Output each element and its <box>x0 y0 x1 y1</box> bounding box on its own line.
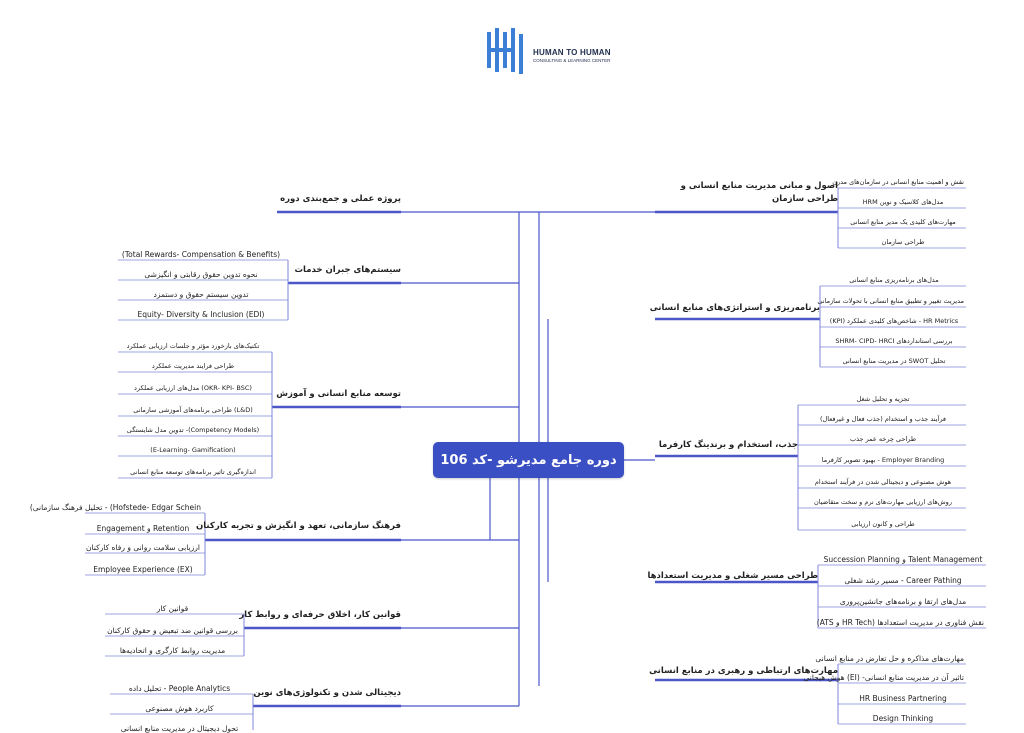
left-leaf-node[interactable]: Employee Experience (EX) <box>93 565 193 574</box>
right-leaf-node[interactable]: Employer Branding - بهبود تصویر کارفرما <box>821 456 945 464</box>
left-leaf-node[interactable]: طراحی فرایند مدیریت عملکرد <box>151 362 235 370</box>
right-leaf-node[interactable]: تحلیل SWOT در مدیریت منابع انسانی <box>842 357 946 365</box>
left-branch-node[interactable]: توسعه منابع انسانی و آموزش <box>276 389 401 399</box>
right-leaf-node[interactable]: HR Metrics - شاخص‌های کلیدی عملکرد (KPI) <box>829 317 959 325</box>
left-leaf-node[interactable]: بررسی قوانین ضد تبعیض و حقوق کارکنان <box>107 626 238 635</box>
left-leaf-node[interactable]: (E-Learning- Gamification) <box>150 446 236 454</box>
left-leaf-node[interactable]: (OKR- KPI- BSC) مدل‌های ارزیابی عملکرد <box>134 384 252 392</box>
right-leaf-node[interactable]: مدیریت تغییر و تطبیق منابع انسانی با تحولات سازمانی <box>817 297 964 305</box>
left-leaf-node[interactable]: تدوین سیستم حقوق و دستمزد <box>153 290 249 299</box>
left-branch-node[interactable]: قوانین کار، اخلاق حرفه‌ای و روابط کار <box>239 610 401 620</box>
right-leaf-node[interactable]: بررسی استانداردهای SHRM- CIPD- HRCI <box>835 337 953 345</box>
right-leaf-node[interactable]: Career Pathing - مسیر رشد شغلی <box>844 576 962 585</box>
left-branch-node[interactable]: سیستم‌های جبران خدمات <box>294 265 401 275</box>
left-leaf-node[interactable]: تحول دیجیتال در مدیریت منابع انسانی <box>120 724 239 733</box>
right-leaf-node[interactable]: تاثیر آن در مدیریت منابع انسانی- (EI) هوش هیجانی <box>803 673 964 682</box>
left-leaf-node[interactable]: (Total Rewards- Compensation & Benefits) <box>121 250 281 259</box>
right-leaf-node[interactable]: تجزیه و تحلیل شغل <box>856 395 910 403</box>
left-leaf-node[interactable]: ارزیابی سلامت روانی و رفاه کارکنان <box>86 543 200 552</box>
logo-subtitle: CONSULTING & LEARNING CENTER <box>533 58 611 63</box>
logo-title: HUMAN TO HUMAN <box>533 48 611 57</box>
root-node[interactable]: دوره جامع مدیرشو -کد 106 <box>433 442 624 478</box>
left-leaf-node[interactable]: تکنیک‌های بازخورد مؤثر و جلسات ارزیابی عملکرد <box>126 342 260 350</box>
left-leaf-node[interactable]: مدیریت روابط کارگری و اتحادیه‌ها <box>119 646 226 655</box>
right-leaf-node[interactable]: طراحی چرخه عمر جذب <box>849 435 917 443</box>
left-leaf-node[interactable]: Equity- Diversity & Inclusion (EDI) <box>137 310 265 319</box>
right-leaf-node[interactable]: فرآیند جذب و استخدام (جذب فعال و غیرفعال) <box>819 415 947 423</box>
right-leaf-node[interactable]: Design Thinking <box>872 714 934 723</box>
left-leaf-node[interactable]: اندازه‌گیری تاثیر برنامه‌های توسعه منابع انسانی <box>130 468 256 476</box>
right-leaf-node[interactable]: مدل‌های برنامه‌ریزی منابع انسانی <box>849 276 939 284</box>
right-leaf-node[interactable]: طراحی سازمان <box>881 238 925 246</box>
left-leaf-node[interactable]: (L&D) طراحی برنامه‌های آموزشی سازمانی <box>133 406 253 414</box>
left-leaf-node[interactable]: کاربرد هوش مصنوعی <box>145 704 214 713</box>
right-leaf-node[interactable]: مهارت‌های مذاکره و حل تعارض در منابع انسانی <box>815 654 964 663</box>
right-branch-node[interactable]: طراحی مسیر شغلی و مدیریت استعدادها <box>647 571 818 581</box>
left-branch-node[interactable]: پروژه عملی و جمع‌بندی دوره <box>280 194 401 204</box>
right-branch-node[interactable]: برنامه‌ریزی و استراتژی‌های منابع انسانی <box>649 303 820 313</box>
right-branch-node[interactable]: مهارت‌های ارتباطی و رهبری در منابع انسانی <box>649 666 838 676</box>
right-leaf-node[interactable]: HR Business Partnering <box>859 694 947 703</box>
right-branch-node[interactable]: اصول و مبانی مدیریت منابع انسانی و طراحی سازمان <box>680 181 838 204</box>
right-leaf-node[interactable]: مهارت‌های کلیدی یک مدیر منابع انسانی <box>850 218 956 226</box>
right-leaf-node[interactable]: روش‌های ارزیابی مهارت‌های نرم و سخت متقاضیان <box>814 498 952 506</box>
right-leaf-node[interactable]: نقش و اهمیت منابع انسانی در سازمان‌های مدرن <box>832 178 964 186</box>
left-leaf-node[interactable]: قوانین کار <box>156 604 189 613</box>
left-leaf-node[interactable]: Retention و Engagement <box>96 524 190 533</box>
right-branch-node[interactable]: جذب، استخدام و برندینگ کارفرما <box>658 440 798 450</box>
left-leaf-node[interactable]: People Analytics - تحلیل داده <box>128 684 231 693</box>
left-leaf-node[interactable]: نحوه تدوین حقوق رقابتی و انگیزشی <box>144 270 258 279</box>
left-leaf-node[interactable]: (Competency Models)- تدوین مدل شایستگی <box>126 426 260 434</box>
right-leaf-node[interactable]: نقش فناوری در مدیریت استعدادها (HR Tech و ATS) <box>816 618 984 627</box>
right-leaf-node[interactable]: Talent Management و Succession Planning <box>823 555 983 564</box>
left-leaf-node[interactable]: Hofstede- Edgar Schein) - تحلیل فرهنگ سازمانی) <box>29 503 201 512</box>
right-leaf-node[interactable]: طراحی و کانون ارزیابی <box>851 520 915 528</box>
left-branch-node[interactable]: دیجیتالی شدن و تکنولوژی‌های نوین <box>253 688 401 698</box>
right-leaf-node[interactable]: هوش مصنوعی و دیجیتالی شدن در فرآیند استخدام <box>814 478 952 486</box>
left-branch-node[interactable]: فرهنگ سازمانی، تعهد و انگیزش و تجربه کارکنان <box>195 521 401 531</box>
right-leaf-node[interactable]: مدل‌های ارتقا و برنامه‌های جانشین‌پروری <box>839 597 967 606</box>
right-leaf-node[interactable]: مدل‌های کلاسیک و نوین HRM <box>862 198 944 206</box>
